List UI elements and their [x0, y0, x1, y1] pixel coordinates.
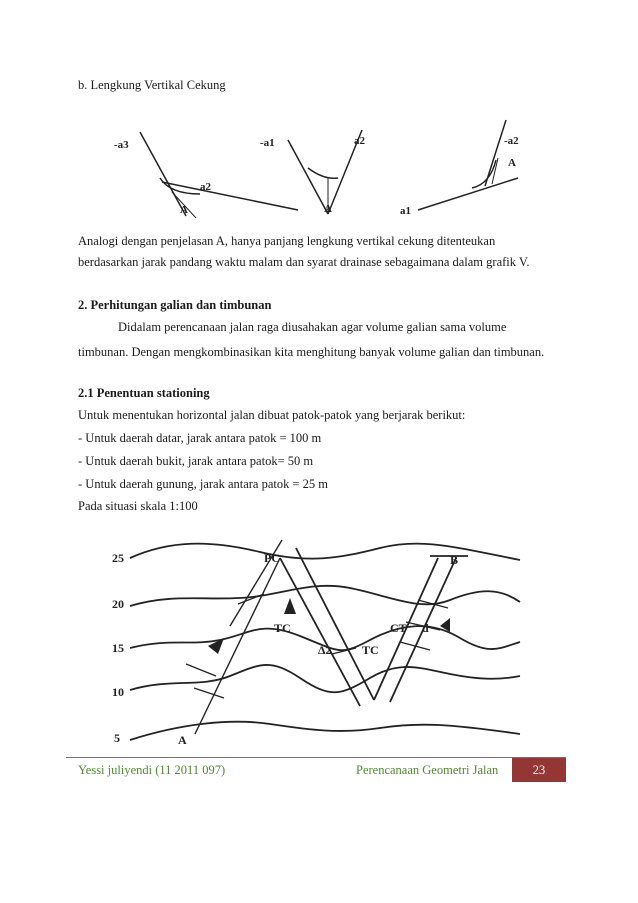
- section21-heading: 2.1 Penentuan stationing: [78, 386, 210, 400]
- label-a: A: [178, 733, 187, 747]
- fig1-mid-label-A: A: [324, 203, 332, 215]
- section21-item3: - Untuk daerah gunung, jarak antara patok = 25 m: [78, 477, 329, 491]
- label-b: B: [450, 553, 459, 567]
- contour-10: [130, 665, 520, 692]
- label-tc-2: TC: [362, 643, 379, 657]
- contour-25: [130, 544, 520, 560]
- footer-title: Perencanaan Geometri Jalan: [356, 763, 499, 777]
- fig1-left-label-A: A: [180, 204, 188, 216]
- contour-label-20: 20: [112, 597, 124, 611]
- fig1-right-label-a1: a1: [400, 205, 411, 217]
- fig1-right-label-a2: -a2: [504, 135, 519, 147]
- para1-line1: Analogi dengan penjelasan A, hanya panjang lengkung vertikal cekung ditenteukan: [78, 234, 496, 248]
- contour-label-5: 5: [114, 731, 120, 745]
- footer-author: Yessi juliyendi (11 2011 097): [78, 763, 226, 777]
- contour-5: [130, 722, 520, 740]
- label-tc-1: TC: [274, 621, 291, 635]
- section-b-heading: b. Lengkung Vertikal Cekung: [78, 78, 226, 92]
- fig1-left-label-a2: a2: [200, 181, 211, 193]
- section21-line2: Pada situasi skala 1:100: [78, 499, 198, 513]
- fig1-mid-label-a2: a2: [354, 135, 365, 147]
- para1-line2: berdasarkan jarak pandang waktu malam dan syarat drainase sebagaimana dalam grafik V.: [78, 255, 530, 269]
- section21-item2: - Untuk daerah bukit, jarak antara patok= 50 m: [78, 454, 314, 468]
- fig1-mid-label-a1: -a1: [260, 137, 275, 149]
- section2-heading: 2. Perhitungan galian dan timbunan: [78, 298, 272, 312]
- label-ct: CT: [390, 621, 407, 635]
- contour-label-15: 15: [112, 641, 124, 655]
- footer-rule: [66, 757, 566, 758]
- fig1-left-label-a3: -a3: [114, 139, 129, 151]
- vertical-curve-figure: [100, 118, 530, 218]
- label-delta2: Δ2: [318, 643, 332, 657]
- section2-line1: Didalam perencanaan jalan raga diusahakan agar volume galian sama volume: [118, 320, 507, 334]
- section2-line2: timbunan. Dengan mengkombinasikan kita menghitung banyak volume galian dan timbunan.: [78, 345, 545, 359]
- contour-route-figure: [100, 528, 530, 748]
- section21-line1: Untuk menentukan horizontal jalan dibuat patok-patok yang berjarak berikut:: [78, 408, 466, 422]
- fig1-right-label-A: A: [508, 157, 516, 169]
- section21-item1: - Untuk daerah datar, jarak antara patok = 100 m: [78, 431, 322, 445]
- label-pc: PC: [264, 551, 280, 565]
- label-d: d: [422, 621, 429, 635]
- contour-label-25: 25: [112, 551, 124, 565]
- page-number: 23: [512, 758, 566, 782]
- contour-label-10: 10: [112, 685, 124, 699]
